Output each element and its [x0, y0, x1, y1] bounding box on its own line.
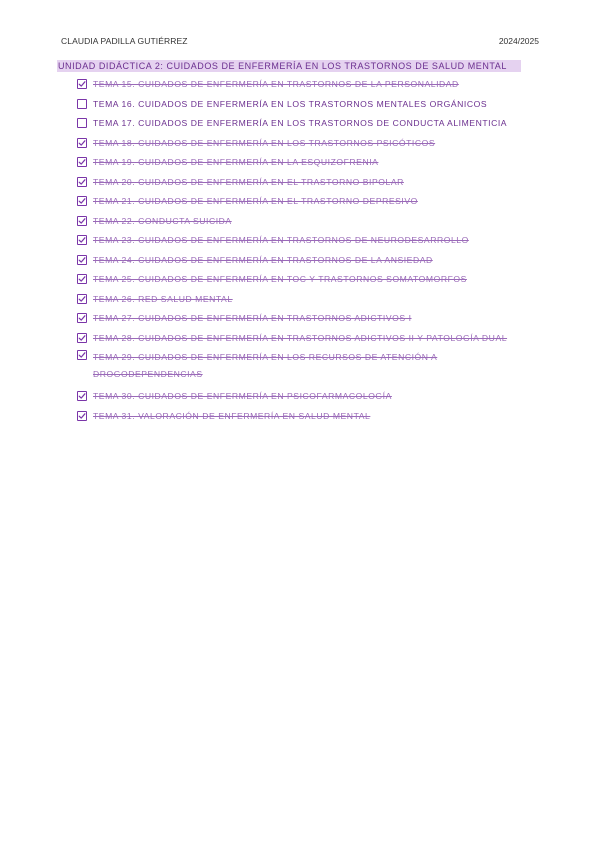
checklist-item-label: TEMA 23. CUIDADOS DE ENFERMERÍA EN TRASTORNOS DE NEURODESARROLLO [93, 235, 469, 245]
check-icon [78, 158, 86, 166]
check-icon [78, 392, 86, 400]
checklist-item-label: TEMA 25. CUIDADOS DE ENFERMERÍA EN TOC Y TRASTORNOS SOMATOMORFOS [93, 274, 467, 284]
check-icon [78, 314, 86, 322]
checklist-item-label: TEMA 17. CUIDADOS DE ENFERMERÍA EN LOS TRASTORNOS DE CONDUCTA ALIMENTICIA [93, 118, 508, 128]
checklist-item [77, 312, 547, 324]
check-icon [78, 139, 86, 147]
checkbox-unchecked[interactable] [77, 99, 87, 109]
check-icon [78, 275, 86, 283]
check-icon [78, 236, 86, 244]
checklist-item [77, 156, 547, 168]
checkbox-checked[interactable] [77, 216, 87, 226]
unit-heading: UNIDAD DIDÁCTICA 2: CUIDADOS DE ENFERMERÍA EN LOS TRASTORNOS DE SALUD MENTAL [57, 60, 521, 72]
author-name: CLAUDIA PADILLA GUTIÉRREZ [61, 36, 188, 46]
checkbox-checked[interactable] [77, 274, 87, 284]
check-icon [78, 217, 86, 225]
checklist-item [77, 293, 547, 305]
checklist-item-label: TEMA 26. RED SALUD MENTAL [93, 293, 233, 304]
checkbox-checked[interactable] [77, 235, 87, 245]
checkbox-unchecked[interactable] [77, 118, 87, 128]
checklist-item-label: TEMA 18. CUIDADOS DE ENFERMERÍA EN LOS TRASTORNOS PSICÓTICOS [93, 137, 436, 148]
check-icon [78, 197, 86, 205]
checklist-item-label: TEMA 22. CONDUCTA SUICIDA [93, 215, 232, 226]
academic-year: 2024/2025 [498, 36, 539, 46]
checklist-item [77, 215, 547, 227]
checkbox-checked[interactable] [77, 196, 87, 206]
check-icon [78, 80, 86, 88]
checklist-item-label: TEMA 24. CUIDADOS DE ENFERMERÍA EN TRASTORNOS DE LA ANSIEDAD [93, 254, 433, 265]
checkbox-checked[interactable] [77, 138, 87, 148]
checklist-item [77, 137, 547, 149]
checkbox-checked[interactable] [77, 333, 87, 343]
checklist-item-label: TEMA 16. CUIDADOS DE ENFERMERÍA EN LOS TRASTORNOS MENTALES ORGÁNICOS [93, 98, 488, 109]
checklist-item [77, 332, 547, 344]
checklist-item [77, 349, 547, 383]
checklist-item-label: TEMA 30. CUIDADOS DE ENFERMERÍA EN PSICOFARMACOLOGÍA [93, 391, 392, 401]
checklist-item-label: TEMA 29. CUIDADOS DE ENFERMERÍA EN LOS RECURSOS DE ATENCIÓN A DROGODEPENDENCIAS [93, 351, 438, 379]
checklist-item [77, 98, 547, 110]
check-icon [78, 412, 86, 420]
checklist-item-label: TEMA 20. CUIDADOS DE ENFERMERÍA EN EL TRASTORNO BIPOLAR [93, 176, 404, 187]
checklist-item [77, 254, 547, 266]
check-icon [78, 351, 86, 359]
checklist-item [77, 273, 547, 285]
checklist-item [77, 176, 547, 188]
check-icon [78, 178, 86, 186]
checklist-item-label: TEMA 19. CUIDADOS DE ENFERMERÍA EN LA ESQUIZOFRENIA [93, 157, 379, 167]
checklist-item [77, 390, 547, 402]
check-icon [78, 256, 86, 264]
checklist-item [77, 78, 547, 90]
checkbox-checked[interactable] [77, 350, 87, 360]
check-icon [78, 334, 86, 342]
page-header [61, 36, 539, 48]
checkbox-checked[interactable] [77, 411, 87, 421]
checkbox-checked[interactable] [77, 255, 87, 265]
checklist-item-label: TEMA 28. CUIDADOS DE ENFERMERÍA EN TRASTORNOS ADICTIVOS II Y PATOLOGÍA DUAL [93, 332, 508, 343]
topic-checklist [77, 78, 547, 429]
checkbox-checked[interactable] [77, 294, 87, 304]
checkbox-checked[interactable] [77, 391, 87, 401]
checklist-item-label: TEMA 21. CUIDADOS DE ENFERMERÍA EN EL TRASTORNO DEPRESIVO [93, 196, 418, 206]
checklist-item-label: TEMA 27. CUIDADOS DE ENFERMERÍA EN TRASTORNOS ADICTIVOS I [93, 313, 412, 323]
checkbox-checked[interactable] [77, 313, 87, 323]
checklist-item [77, 117, 547, 129]
checklist-item [77, 195, 547, 207]
checkbox-checked[interactable] [77, 79, 87, 89]
checkbox-checked[interactable] [77, 177, 87, 187]
checklist-item-label: TEMA 31. VALORACIÓN DE ENFERMERÍA EN SALUD MENTAL [93, 410, 371, 421]
checkbox-checked[interactable] [77, 157, 87, 167]
checklist-item [77, 234, 547, 246]
check-icon [78, 295, 86, 303]
checklist-item-label: TEMA 15. CUIDADOS DE ENFERMERÍA EN TRASTORNOS DE LA PERSONALIDAD [93, 79, 459, 89]
checklist-item [77, 410, 547, 422]
